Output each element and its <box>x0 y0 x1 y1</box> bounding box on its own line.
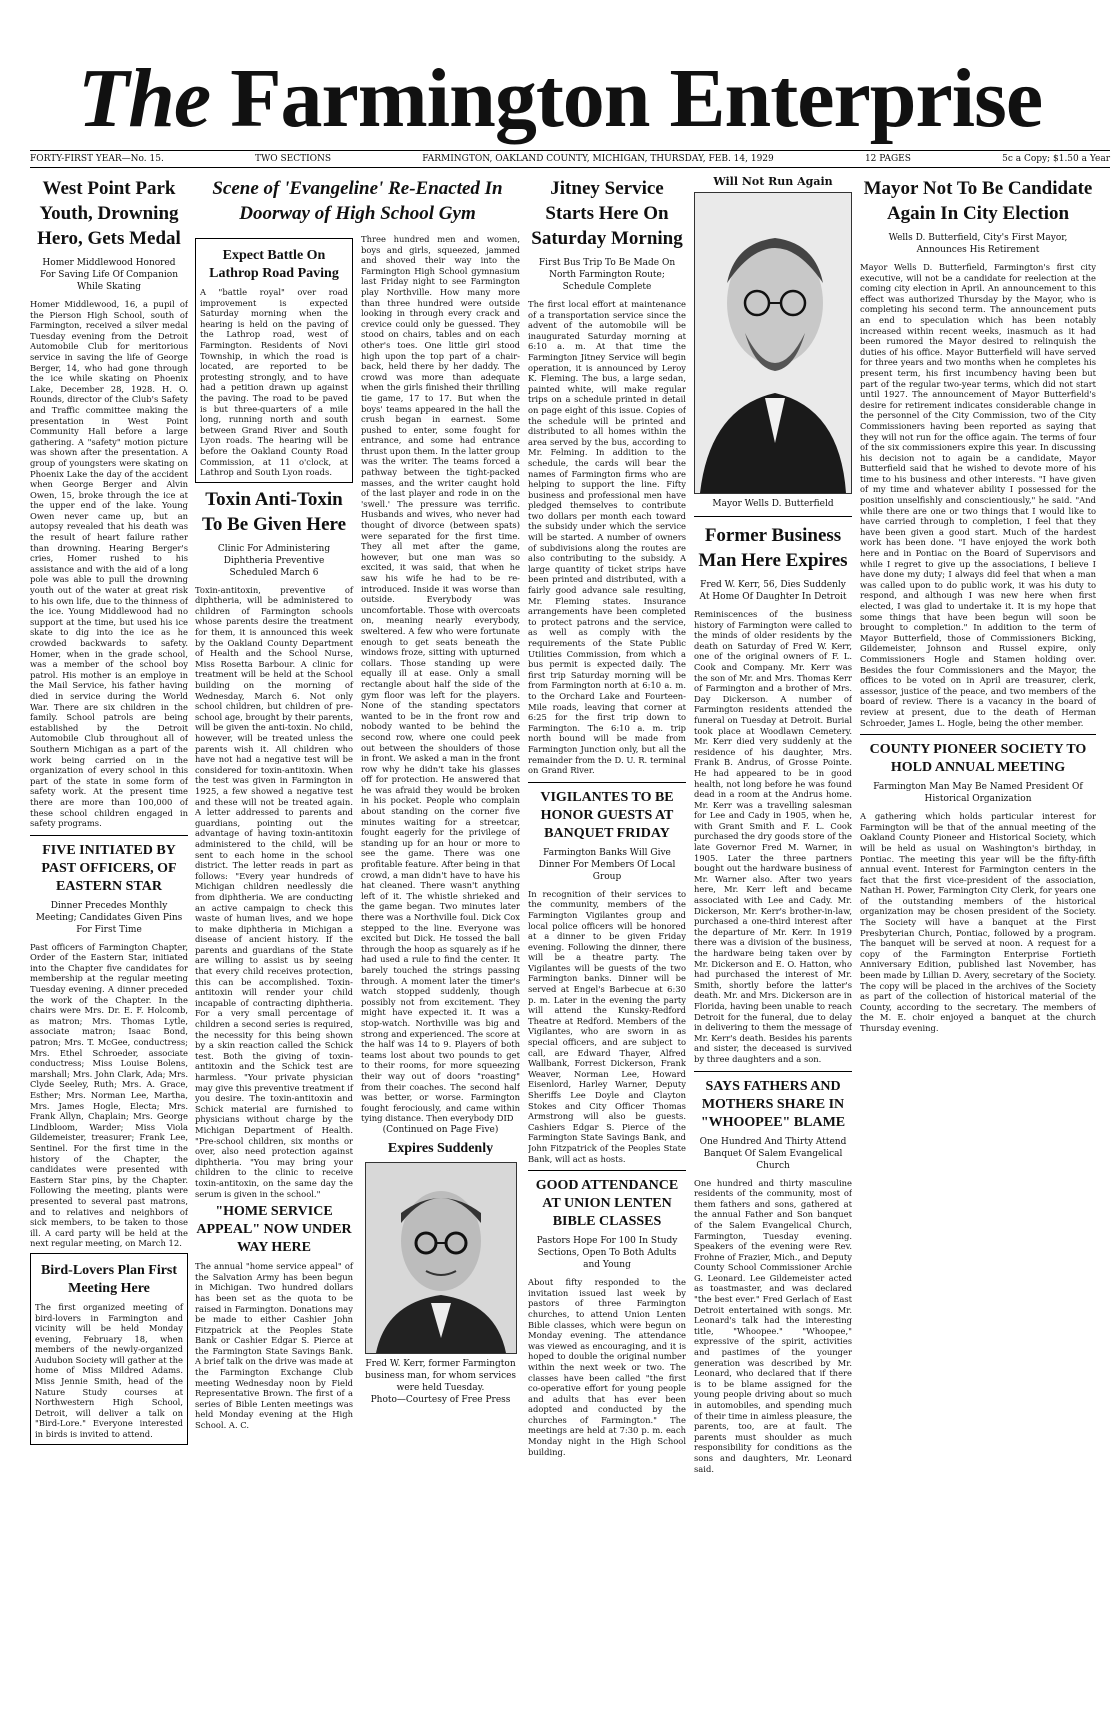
column-2b <box>361 234 520 1406</box>
headline-lathrop-road: Expect Battle On Lathrop Road Paving <box>209 248 339 281</box>
photo-caption-expires: Fred W. Kerr, former Farmington business man, for whom services were held Tuesday. <box>364 1358 517 1393</box>
article-body-toxin: Toxin-antitoxin, preventive of diphtheria, will be administered to children of Farmington schools whose parents desire the treatment for them, it is announced this week by the Oakland County Department of Health and the School Nurse, Miss Rosetta Barbour. A clinic for treatment will be held at the School building on the morning of Wednesday, March 6. Not only school children, but children of pre-school age, brought by their parents, will be given the anti-toxin. No child, however, will be treated unless the parents wish it. All children who have not had a negative test will be considered for toxin-antitoxin. When the test was given in Farmington in 1925, a few showed a negative test and these will not be treated again. A letter addressed to parents and guardians, pointing out the advantage of having toxin-antitoxin administered to the child, will be sent to each home in the school district. The letter reads in part as follows: "Every year hundreds of Michigan children needlessly die from diphtheria. We are conducting an active campaign to check this waste of human lives, and we hope to make diphtheria in Michigan a disease of ancient history. If the parents and guardians of the State are willing to assist us by seeing that every child receives protection, this can be accomplished. Toxin-antitoxin will render your child incapable of contracting diphtheria. For a very small percentage of children a second series is required, the necessity for this being shown by a skin reaction called the Schick test. Both the giving of toxin-antitoxin and the Schick test are harmless. "Your private physician may give this preventive treatment if you desire. The toxin-antitoxin and Schick material are furnished to physicians without charge by the Michigan Department of Health. "Pre-school children, six months or over, also need protection against diphtheria. "You may bring your children to the clinic to receive toxin-antitoxin, on the same day the serum is given in the school." <box>195 584 353 1199</box>
portrait-fred-kerr-image <box>366 1163 516 1353</box>
masthead-the: The <box>77 52 211 145</box>
article-body-mayor: Mayor Wells D. Butterfield, Farmington's first city executive, will not be a candidate for reelection at the coming city election in April. An announcement to this effect was authorized Thursday by the Mayor, who is completing his second term. The announcement puts an end to speculation which has been notably increased within recent weeks, inasmuch as it had been rumored the Mayor desired to relinquish the duties of his office. Mayor Butterfield will have served for three years and two months when he completes his present term, his first incumbency having been but part of the regular two-year terms, which did not start until 1927. The announcement of Mayor Butterfield's desire for retirement indicates considerable change in the personnel of the City Commission, two of the City Commissioners having been reported as saying that they will not run for the office again. The terms of four of the six commissioners expire this year. In discussing his decision not to again be a candidate, Mayor Butterfield said that he wished to devote more of his time to his business and other interests. "I have given of my time and whatever ability I possessed for the position unselfishly and conscientiously," he said. "And while there are one or two things that I would like to have carried through to completion, I feel that they have been given a good start. Much of the hardest work has been done. "I have enjoyed the work both here and in Pontiac on the Board of Supervisors and while I regret to give up the associations, I believe I have done my duty; I always did feel that when a man was called upon to do public work, it was his duty to respond, and although I was new here when first elected, I was glad to undertake it. It is my hope that some things that have been begun will soon be brought to completion." In addition to the term of Mayor Butterfield, those of Commissioners Bicking, Gildemeister, Johnson and Russel expire, only Commissioners Hogle and Stamen holding over. Besides the four Commissioners and the Mayor, the offices to be voted on in April are treasurer, clerk, assessor, justice of the peace, and two members of the board of review. There is a vacancy in the board of review at present, due to the death of Herman Schroeder, James L. Hogle, being the other member. <box>860 262 1096 728</box>
lathrop-road-box <box>195 238 353 483</box>
article-body-former-business: Reminiscences of the business history of Farmington were called to the minds of older residents by the death on Saturday of Fred W. Kerr, one of the original owners of F. L. Cook and Company. Mr. Kerr was the son of Mr. and Mrs. Thomas Kerr of Farmington and a brother of Mrs. Day Dickerson. A number of Farmington residents attended the funeral on Tuesday at Detroit. Burial took place at Woodlawn Cemetery. Mr. Kerr died very suddenly at the residence of his daughter, Mrs. Frank B. Andrus, of Grosse Pointe. He had appeared to be in good health, not long before he was found dead in a room at the Andrus home. Mr. Kerr was a travelling salesman for Lee and Cady in 1905, when he, with Grant Smith and F. L. Cook purchased the dry goods store of the late Governor Fred M. Warner, in 1905. Later the three partners bought out the hardware business of Mr. Warner also. After two years here, Mr. Kerr left and became associated with Lee and Cady. Mr. Dickerson, Mr. Kerr's brother-in-law, purchased a one-third interest after the departure of Mr. Kerr. In 1919 there was a division of the business, the hardware being taken over by Mr. Dickerson and E. O. Hatton, who had purchased the interest of Mr. Smith, shortly before the latter's death. Mr. and Mrs. Dickerson are in Florida, having been unable to reach Detroit for the funeral, due to delay in delivering to them the message of Mr. Kerr's death. Besides his parents and sister, the deceased is survived by three daughters and a son. <box>694 609 852 1064</box>
photo-title-expires: Expires Suddenly <box>387 1140 494 1156</box>
portrait-mayor <box>694 192 852 494</box>
headline-eastern-star: FIVE INITIATED BY PAST OFFICERS, OF EASTERN STAR <box>41 842 177 894</box>
headline-bird-lovers: Bird-Lovers Plan First Meeting Here <box>40 1262 178 1296</box>
article-body-whoopee: One hundred and thirty masculine residents of the community, most of them fathers and sons, gathered at the annual Father and Son banquet of the Salem Evangelical Church, Farmington, Tuesday evening. Speakers of the evening were Rev. Frohne of Frazier, Mich., and Deputy County School Commissioner Archie G. Leonard. Lee Gildemeister acted as toastmaster, and was declared "the best ever." Fred Gerlach of East Detroit entertained with songs. Mr. Leonard's talk had the interesting title, "Whoopee." "Whoopee," expressive of the spirit, activities and pastimes of the younger generation was described by Mr. Leonard, who declared that if there is to be blame assigned for the young people driving about so much in automobiles, and spending much of their time in aimless pleasure, the parents, too, are at fault. The parents must shoulder as much responsibility for conditions as the sons and daughters, Mr. Leonard said. <box>694 1177 852 1474</box>
dateline-place: FARMINGTON, OAKLAND COUNTY, MICHIGAN, THURSDAY, FEB. 14, 1929 <box>422 154 774 164</box>
photo-credit: Photo—Courtesy of Free Press <box>370 1394 511 1405</box>
divider <box>694 1071 852 1072</box>
article-body-evangeline: Three hundred men and women, boys and girls, squeezed, jammed and shoved their way into the Farmington High School gymnasium last Friday night to see Farmington play Northville. How many more than three hundred were outside looking in through every crack and crevice could only be guessed. They stood on chairs, tables and on each other's toes. One little girl stood high upon the top part of a chair-back, held there by her daddy. The crowd was more than adequate when the girls finished their thrilling tie game, 17 to 17. But when the boys' teams appeared in the hall the crush began in earnest. Some pushed to enter, some fought for entrance, and some had entrance thrust upon them. In the latter group was the writer. The teams forced a pathway between the tight-packed masses, and the writer caught hold of the last player and rode in on the 'swell.' The pressure was terrific. Husbands and wives, who never had thought of divorce (between spats) were separated for the first time. They all met after the game, however, but one man was so excited, it was said, that when he saw his wife he had to be re-introduced. Inside it was worse than outside. Everybody was uncomfortable. Those with overcoats on, meaning nearly everybody, sweltered. A few who were fortunate enough to get seats beneath the windows froze, sitting with upturned collars. Those standing up were equally ill at ease. Only a small rectangle about half the side of the gym floor was left for the players. None of the standing spectators wanted to be in the front row and nobody wanted to be behind the second row, where one could peek out between the shoulders of those in front. We asked a man in the front row why he didn't take his glasses off for protection. He answered that he was afraid they would be broken in his pocket. People who complain about standing on the corner five minutes waiting for a streetcar, fought eagerly for the privilege of standing up for an hour or more to see the game. There was one profitable feature. After being in that crowd, a man didn't have to have his hat cleaned. There wasn't anything left of it. The whistle shrieked and the game began. Two minutes later there was a Northville foul. Dick Cox stepped to the line. Everyone was excited but Dick. He tossed the ball through the hoop as squarely as if he had used a rule to find the center. It barely touched the strings passing through. A moment later the timer's watch stopped suddenly, though possibly not from excitement. They might have expected it. It was a stop-watch. Northville was big and strong and experienced. The score at the half was 14 to 9. Players of both teams lost about two pounds to get to their rooms, for more squeezing their way out of doors "roasting" from their coaches. The second half was better, or worse. Farmington fought ferociously, and came within tying distance. Then everybody DID <box>361 234 520 1124</box>
deck-former-business: Fred W. Kerr, 56, Dies Suddenly At Home Of Daughter In Detroit <box>699 580 847 602</box>
article-body-eastern-star: Past officers of Farmington Chapter, Order of the Eastern Star, initiated into the Chapter five candidates for membership at the regular meeting Tuesday evening. A dinner preceded the work of the Chapter. In the chairs were Mrs. Dr. E. F. Holcomb, as matron; Mrs. Thomas Lytle, associate matron; Isaac Bond, patron; Mrs. T. McGee, conductress; Mrs. Ethel Schroeder, associate conductress; Miss Louise Bolens, marshall; Mrs. John Clark, Ada; Mrs. Clyde Seeley, Ruth; Mrs. A. Grace, Esther; Mrs. Norman Lee, Martha, Mrs. James Hogle, Electa; Mrs. Frank Allyn, Chaplain; Mrs. George Lindbloom, Warder; Miss Viola Gildemeister, treasurer; Frank Lee, Sentinel. For the first time in the history of the Chapter, the candidates were presented with Eastern Star pins, by the Chapter. Following the meeting, plants were presented to several past matrons, and to relatives and neighbors of sick members, to be taken to those ill. A card party will be held at the next regular meeting, on March 12. <box>30 941 188 1249</box>
continued-note: (Continued on Page Five) <box>382 1124 499 1135</box>
deck-west-point: Homer Middlewood Honored For Saving Life Of Companion While Skating <box>39 258 179 292</box>
masthead-name: Farmington Enterprise <box>230 52 1043 145</box>
column-3 <box>528 176 686 1696</box>
deck-jitney: First Bus Trip To Be Made On North Farmington Route; Schedule Complete <box>538 258 676 292</box>
article-body-lathrop-road: A "battle royal" over road improvement is expected Saturday morning when the hearing is held on the paving of the Lathrop road, west of Farmington. Residents of Novi Township, in which the road is located, are reported to be protesting strongly, and to have had a petition drawn up against the paving. The road to be paved is but three-quarters of a mile long, running north and south between Grand River and South Lyon roads. The hearing will be before the Oakland County Road Commission, at 11 o'clock, at Lathrop and South Lyon roads. <box>200 287 348 478</box>
divider <box>528 782 686 783</box>
article-body-vigilantes: In recognition of their services to the community, members of the Farmington Vigilantes group and local police officers will be honored at a dinner to be given Friday evening. Following the dinner, there will be a theatre party. The Vigilantes will be guests of the two Farmington banks. Dinner will be served at Engel's Barbecue at 6:30 p. m. Later in the evening the party will attend the Kunsky-Redford Theatre at Redford. Members of the Vigilantes, who are sworn in as special officers, and are subject to call, are Edward Thayer, Alfred Wallbank, Forrest Dickerson, Frank Weaver, Norman Lee, Howard Eisenlord, Harley Warner, Deputy Sheriffs Lee Doyle and Clayton Stokes and City Officer Thomas Armstrong will also be guests. Cashiers Edgar S. Pierce of the Farmington State Savings Bank, and John Fitzpatrick of the Peoples State Bank, will act as hosts. <box>528 888 686 1164</box>
dateline-price: 5c a Copy; $1.50 a Year <box>1002 154 1110 164</box>
headline-west-point: West Point Park Youth, Drowning Hero, Gets Medal <box>37 178 181 249</box>
article-body-home-service: The annual "home service appeal" of the Salvation Army has been begun in Michigan. Two hundred dollars has been set as the quota to be raised in Farmington. Donations may be made to either Cashier John Fitzpatrick at the Peoples State Bank or Cashier Edgar S. Pierce at the Farmington State Savings Bank. A brief talk on the drive was made at the Farmington Exchange Club meeting Wednesday noon by Field Representative Brown. The first of a series of Bible Lenten meetings was held Monday evening at the High School. A. C. <box>195 1261 353 1431</box>
deck-mayor: Wells D. Butterfield, City's First Mayor, Announces His Retirement <box>888 233 1068 255</box>
deck-toxin: Clinic For Administering Diphtheria Preventive Scheduled March 6 <box>217 543 331 578</box>
portrait-mayor-image <box>695 193 851 493</box>
article-body-west-point: Homer Middlewood, 16, a pupil of the Pierson High School, south of Farmington, received a silver medal Tuesday evening from the Detroit Automobile Club for meritorious service in saving the life of George Berger, 14, who had gone through the ice while skating on Phoenix Lake, December 28, 1928. H. O. Rounds, director of the Club's Safety and Traffic committee making the presentation in West Point Community Hall before a large gathering. A "safety" motion picture was shown after the presentation. A group of youngsters were skating on Phoenix Lake the day of the accident when George Berger and Alvin Owen, 15, broke through the ice at the upper end of the lake. Young Owen never came up, but an autopsy revealed that his death was the result of heart failure rather than drowning. Hearing Berger's cries, Homer rushed to his assistance and with the aid of a long pole was able to pull the drowning youth out of the water at great risk to his own life, due to the thinness of the ice. Young Middlewood had no support at the time, but used his ice skate to dig into the ice as he crowded backwards to safety. Homer, when in the grade school, was a member of the school boy patrol. His mother is an employe in the Mail Service, his father having died in service during the World War. There are six children in the family. School patrols are being established by the Detroit Automobile Club throughout all of Southern Michigan as a part of the work being carried on in the organization of every school in this part of the state in some form of safety work. At the present time there are more than 100,000 of these school children engaged in safety programs. <box>30 299 188 829</box>
dateline <box>30 150 1110 168</box>
column-2 <box>195 176 520 1696</box>
column-1 <box>30 176 188 1696</box>
column-2a <box>195 234 353 1431</box>
bird-lovers-box <box>30 1253 188 1445</box>
divider <box>860 734 1096 735</box>
deck-lenten: Pastors Hope For 100 In Study Sections, Open To Both Adults and Young <box>536 1236 678 1271</box>
headline-lenten: GOOD ATTENDANCE AT UNION LENTEN BIBLE CLASSES <box>535 1178 679 1230</box>
divider <box>30 835 188 836</box>
article-body-pioneer: A gathering which holds particular interest for Farmington will be that of the annual meeting of the Oakland County Pioneer and Historical Society, which will be held as usual on Washington's birthday, in Pontiac. The meeting this year will be the fifty-fifth annual event. Interest for Farmington centers in the fact that the first vice-president of the association, Nathan H. Power, Farmington City Clerk, for years one of the outstanding members of the historical organization may be chosen president of the Society. The Society will have a banquet at the First Presbyterian Church, Pontiac, followed by a program. The banquet will be served at noon. A request for a copy of the Farmington Enterprise Fortieth Anniversary Edition, published last November, has been made by Lillian D. Avery, secretary of the Society. The copy will be placed in the archives of the Society as part of the collection of historical material of the County, according to the secretary. The members of the M. E. choir enjoyed a banquet at the church Thursday evening. <box>860 811 1096 1033</box>
headline-toxin: Toxin Anti-Toxin To Be Given Here <box>201 488 347 535</box>
article-body-lenten: About fifty responded to the invitation issued last week by pastors of three Farmington churches, to attend Union Lenten Bible classes, which were begun on Monday evening. The attendance was viewed as encouraging, and it is hoped to double the original number within the next week or two. The classes have been called "the first co-operative effort for young people and adults that has ever been adopted and conducted by the churches of Farmington." The meetings are held at 7:30 p. m. each Monday night in the High School building. <box>528 1277 686 1457</box>
masthead <box>20 40 1100 158</box>
headline-whoopee: SAYS FATHERS AND MOTHERS SHARE IN "WHOOPEE" BLAME <box>700 1078 846 1130</box>
divider <box>528 1170 686 1171</box>
divider <box>694 516 852 517</box>
portrait-fred-kerr <box>365 1162 517 1354</box>
headline-former-business: Former Business Man Here Expires <box>698 525 848 571</box>
deck-vigilantes: Farmington Banks Will Give Dinner For Members Of Local Group <box>538 847 676 882</box>
headline-home-service: "HOME SERVICE APPEAL" NOW UNDER WAY HERE <box>196 1204 352 1256</box>
article-body-bird-lovers: The first organized meeting of bird-lovers in Farmington and vicinity will be held Monday evening, February 18, when members of the newly-organized Audubon Society will gather at the home of Miss Mildred Adams. Miss Jennie Smith, head of the Nature Study courses at Northwestern High School, Detroit, will deliver a talk on "Bird-Lore." Everyone interested in birds is invited to attend. <box>35 1301 183 1440</box>
photo-title-mayor: Will Not Run Again <box>713 176 833 188</box>
headline-pioneer: COUNTY PIONEER SOCIETY TO HOLD ANNUAL MEETING <box>869 742 1087 776</box>
dateline-pages: 12 PAGES <box>864 154 911 164</box>
deck-pioneer: Farmington Man May Be Named President Of Historical Organization <box>873 782 1083 805</box>
deck-eastern-star: Dinner Precedes Monthly Meeting; Candidates Given Pins For First Time <box>35 900 183 935</box>
headline-jitney: Jitney Service Starts Here On Saturday Morning <box>531 178 683 249</box>
headline-mayor: Mayor Not To Be Candidate Again In City Election <box>863 178 1093 224</box>
headline-vigilantes: VIGILANTES TO BE HONOR GUESTS AT BANQUET FRIDAY <box>540 789 674 841</box>
column-5 <box>860 176 1096 1696</box>
headline-evangeline: Scene of 'Evangeline' Re-Enacted In Doorway of High School Gym <box>212 178 503 224</box>
deck-whoopee: One Hundred And Thirty Attend Banquet Of Salem Evangelical Church <box>699 1136 847 1171</box>
photo-caption-mayor: Mayor Wells D. Butterfield <box>712 499 834 509</box>
article-body-jitney: The first local effort at maintenance of a transportation service since the advent of the automobile will be inaugurated Saturday morning at 6:10 a. m. At that time the Farmington Jitney Service will begin operation, it is announced by Leroy K. Fleming. The bus, a large sedan, painted white, will make regular trips on a schedule printed in detail on page eight of this issue. Copies of the schedule will be printed and distributed to all homes within the area served by the bus, according to Mr. Felming. In addition to the schedule, the cards will bear the names of Farmington firms who are helping to support the line. Fifty business and professional men have pledged themselves to contribute two dollars per month each toward the subsidy under which the service will be started. A number of owners of subdivisions along the routes are also contributing to the subsidy. A large quantity of ticket strips have been printed and distributed, with a fairly good advance sale resulting, Mr. Fleming states. Insurance arrangements have been completed to protect patrons and the service, as well as comply with the requirements of the State Public Utilities Commission, from which a bus permit is expected daily. The first trip Saturday morning will be from Farmington north at 6:10 a. m. to the Orchard Lake and Fourteen-Mile roads, leaving that corner at 6:25 for the first trip down to Farmington. The 6:10 a. m. trip north bound will be made from Farmington Junction only, but all the remainder from the D. U. R. terminal on Grand River. <box>528 299 686 776</box>
dateline-year: FORTY-FIRST YEAR—No. 15. <box>30 154 164 164</box>
dateline-sections: TWO SECTIONS <box>255 154 332 164</box>
column-4 <box>694 176 852 1696</box>
